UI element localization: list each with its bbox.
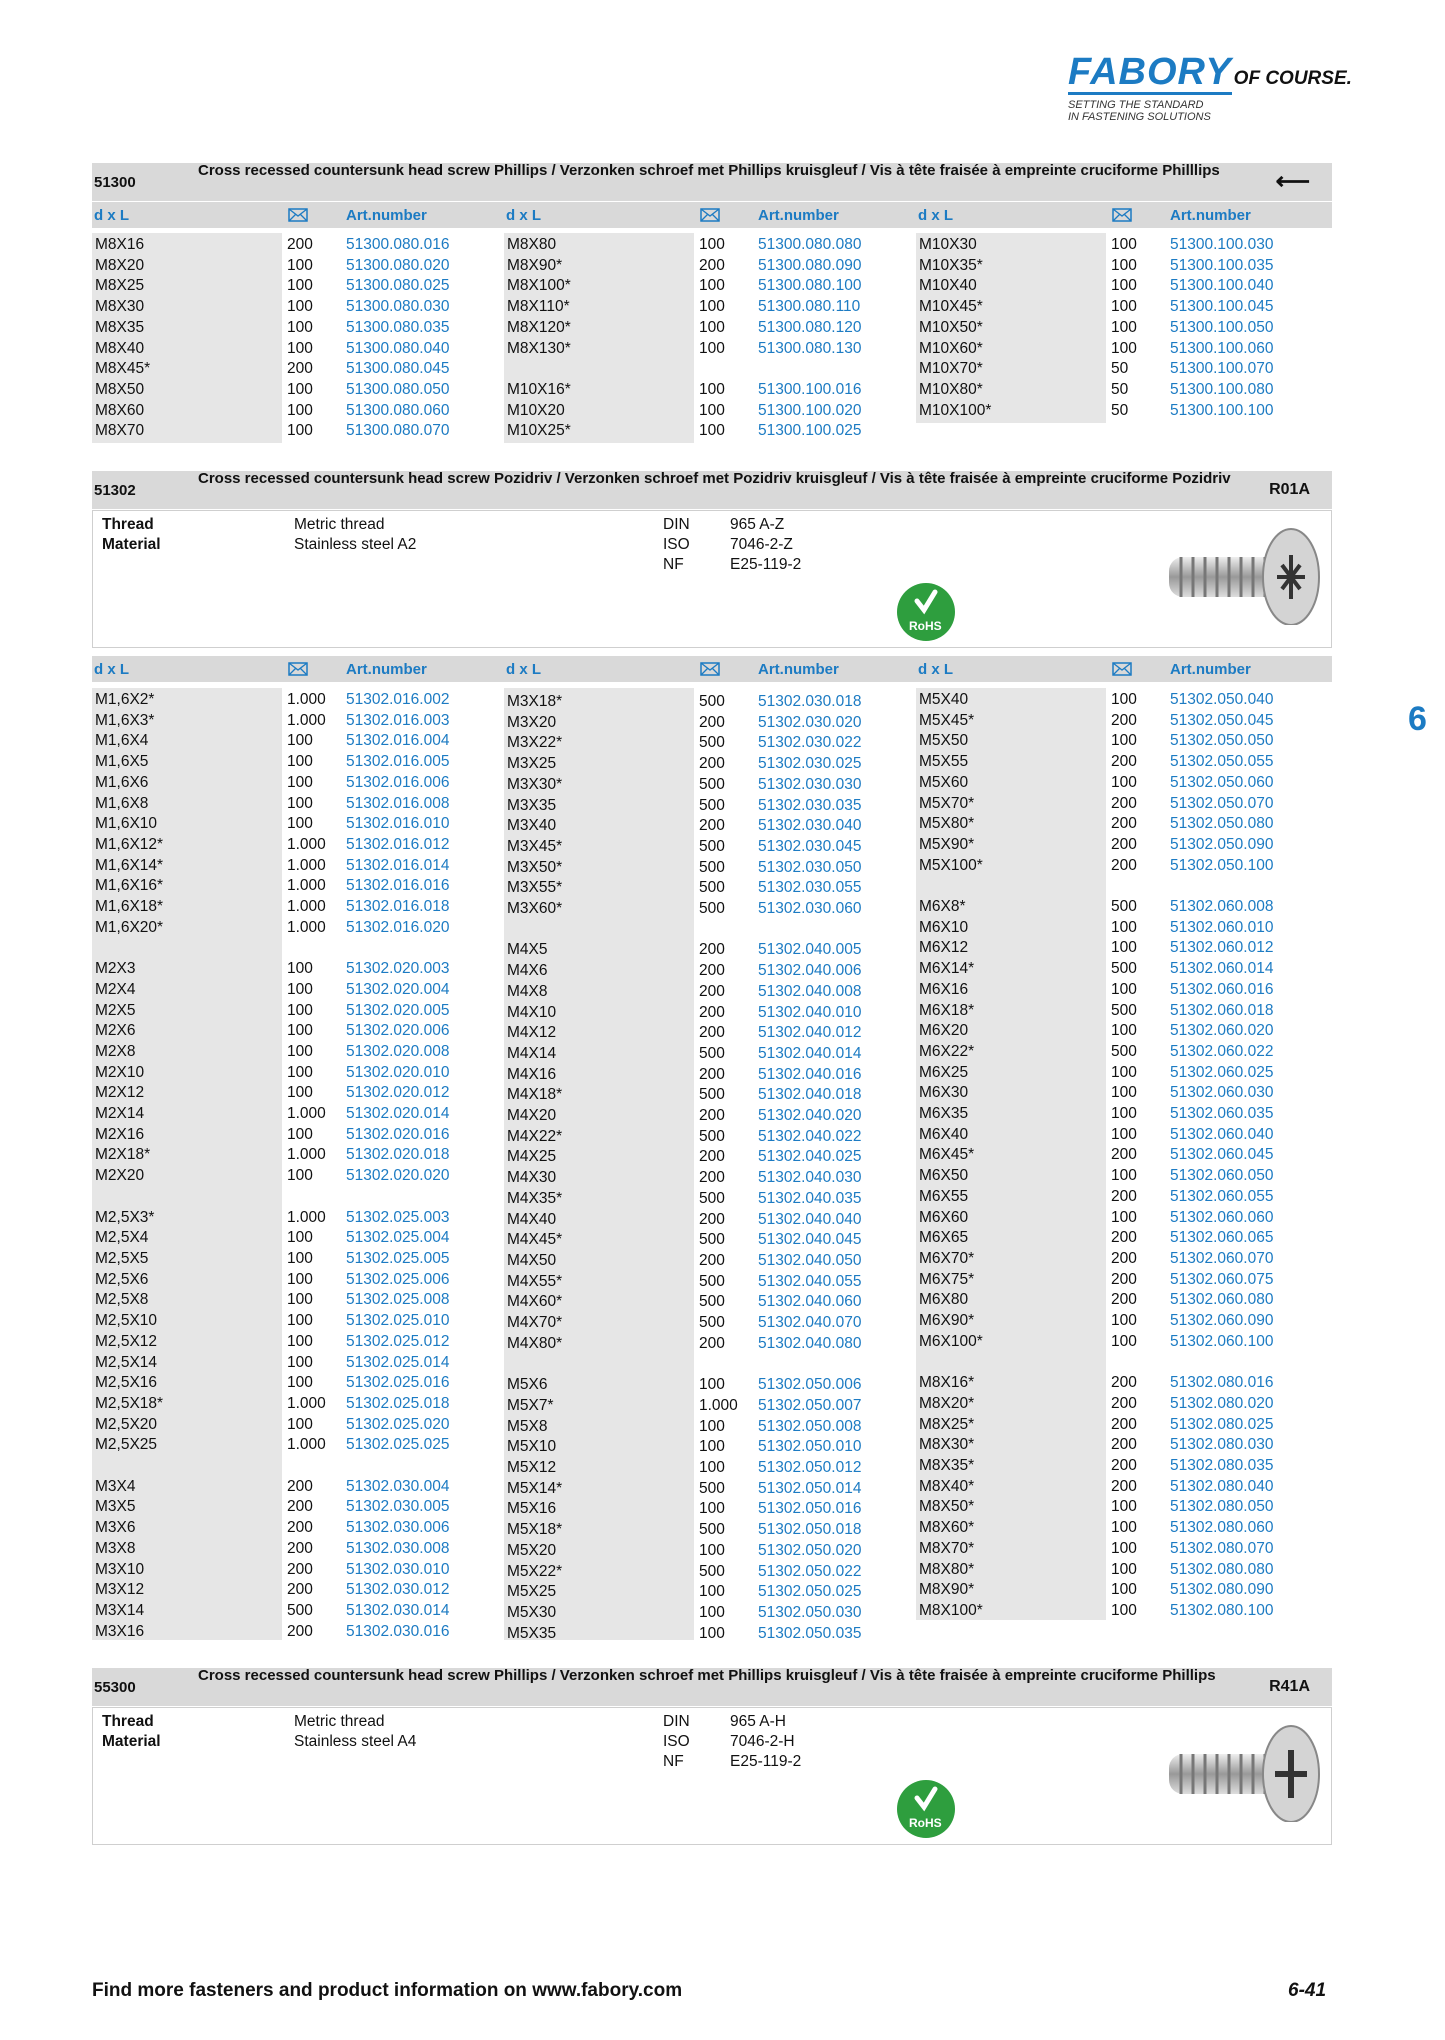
spec-value-thread: Metric thread	[294, 516, 385, 533]
dimension-column: M1,6X2* M1,6X3* M1,6X4 M1,6X5 M1,6X6 M1,6X8 M1,6X10 M1,6X12* M1,6X14* M1,6X16* M1,6X18* M1,6X20* M2X3 M2X4 M2X5 M2X6 M2X8 M2X10 M2X12 M2X14 M2X16 M2X18* M2X20 M2,5X3* M2,5X4 M2,5X5 M2,5X6 M2,5X8 M2,5X10 M2,5X12 M2,5X14 M2,5X16 M2,5X18* M2,5X20 M2,5X25 M3X4 M3X5 M3X6 M3X8 M3X10 M3X12 M3X14 M3X16	[95, 691, 164, 1640]
section-header-55300	[92, 1668, 1332, 1706]
spec-label-thread: Thread	[102, 516, 154, 533]
envelope-icon	[700, 208, 720, 222]
standard-din-value: 965 A-Z	[730, 516, 785, 533]
section-title: Cross recessed countersunk head screw Phillips / Verzonken schroef met Phillips kruisgleuf / Vis à tête fraisée à empreinte cruciforme Philllips	[198, 162, 1220, 179]
logo-brand: FABORY	[1068, 51, 1232, 93]
standard-iso: ISO	[663, 536, 690, 553]
standard-nf: NF	[663, 1753, 684, 1770]
artnumber-column[interactable]: 51302.030.018 51302.030.020 51302.030.022 51302.030.025 51302.030.030 51302.030.035 51302.030.040 51302.030.045 51302.030.050 51302.030.055 51302.030.060 51302.040.005 51302.040.006 51302.040.008 51302.040.010 51302.040.012 51302.040.014 51302.040.016 51302.040.018 51302.040.020 51302.040.022 51302.040.025 51302.040.030 51302.040.035 51302.040.040 51302.040.045 51302.040.050 51302.040.055 51302.040.060 51302.040.070 51302.040.080 51302.050.006 51302.050.007 51302.050.008 51302.050.010 51302.050.012 51302.050.014 51302.050.016 51302.050.018 51302.050.020 51302.050.022 51302.050.025 51302.050.030 51302.050.035	[758, 693, 862, 1642]
envelope-icon	[1112, 208, 1132, 222]
artnumber-column[interactable]: 51302.016.002 51302.016.003 51302.016.004 51302.016.005 51302.016.006 51302.016.008 51302.016.010 51302.016.012 51302.016.014 51302.016.016 51302.016.018 51302.016.020 51302.020.003 51302.020.004 51302.020.005 51302.020.006 51302.020.008 51302.020.010 51302.020.012 51302.020.014 51302.020.016 51302.020.018 51302.020.020 51302.025.003 51302.025.004 51302.025.005 51302.025.006 51302.025.008 51302.025.010 51302.025.012 51302.025.014 51302.025.016 51302.025.018 51302.025.020 51302.025.025 51302.030.004 51302.030.005 51302.030.006 51302.030.008 51302.030.010 51302.030.012 51302.030.014 51302.030.016	[346, 691, 450, 1640]
artnumber-column[interactable]: 51300.080.080 51300.080.090 51300.080.100 51300.080.110 51300.080.120 51300.080.130 51300.100.016 51300.100.020 51300.100.025	[758, 236, 862, 440]
col-dxl: d x L	[94, 207, 130, 224]
standard-din: DIN	[663, 516, 690, 533]
col-art: Art.number	[758, 661, 839, 678]
rohs-badge	[897, 583, 955, 641]
standard-nf-value: E25-119-2	[730, 556, 802, 573]
artnumber-column[interactable]: 51300.080.016 51300.080.020 51300.080.025 51300.080.030 51300.080.035 51300.080.040 51300.080.045 51300.080.050 51300.080.060 51300.080.070	[346, 236, 450, 440]
envelope-icon	[288, 208, 308, 222]
spec-label-material: Material	[102, 536, 161, 553]
section-ref: R01A	[1269, 481, 1310, 498]
quantity-column: 500 200 500 200 500 500 200 500 500 500 500 200 200 200 200 200 500 200 500 200 500 200 200 500 200 500 200 500 500 500 200 100 1.000 100 100 100 500 100 500 100 500 100 100 100	[699, 693, 738, 1642]
quantity-column: 1.000 1.000 100 100 100 100 100 1.000 1.000 1.000 1.000 1.000 100 100 100 100 100 100 100 1.000 100 1.000 100 1.000 100 100 100 100 100 100 100 100 1.000 100 1.000 200 200 200 200 200 200 500 200	[287, 691, 326, 1640]
dimension-column: M8X16 M8X20 M8X25 M8X30 M8X35 M8X40 M8X45* M8X50 M8X60 M8X70	[95, 236, 151, 440]
section-header-51300	[92, 163, 1332, 201]
col-art: Art.number	[346, 207, 427, 224]
standard-iso-value: 7046-2-Z	[730, 536, 793, 553]
rohs-label: RoHS	[909, 619, 942, 633]
section-code: 51300	[94, 174, 136, 191]
standard-iso-value: 7046-2-H	[730, 1733, 795, 1750]
page-number: 6-41	[1288, 1980, 1327, 2001]
quantity-column: 200 100 100 100 100 100 200 100 100 100	[287, 236, 313, 440]
spec-label-material: Material	[102, 1733, 161, 1750]
standard-iso: ISO	[663, 1733, 690, 1750]
spec-box-51302	[92, 510, 1332, 648]
logo-tagline-1: SETTING THE STANDARD	[1068, 99, 1204, 111]
section-title: Cross recessed countersunk head screw Phillips / Verzonken schroef met Phillips kruisgleuf / Vis à tête fraisée à empreinte cruciforme Phillips	[198, 1667, 1216, 1684]
section-code: 51302	[94, 482, 136, 499]
col-dxl: d x L	[918, 207, 954, 224]
rohs-badge	[897, 1780, 955, 1838]
standard-nf-value: E25-119-2	[730, 1753, 802, 1770]
col-dxl: d x L	[918, 661, 954, 678]
spec-label-thread: Thread	[102, 1713, 154, 1730]
fabory-logo	[1068, 52, 1368, 123]
col-dxl: d x L	[506, 207, 542, 224]
standard-din-value: 965 A-H	[730, 1713, 787, 1730]
footer-text: Find more fasteners and product information on www.fabory.com	[92, 1980, 683, 2001]
spec-value-material: Stainless steel A4	[294, 1733, 417, 1750]
col-art: Art.number	[1170, 661, 1251, 678]
chapter-tab[interactable]: 6	[1408, 700, 1427, 738]
logo-tagline-2: IN FASTENING SOLUTIONS	[1068, 111, 1211, 123]
spec-value-thread: Metric thread	[294, 1713, 385, 1730]
rohs-label: RoHS	[909, 1816, 942, 1830]
checkmark-icon	[914, 1786, 938, 1812]
artnumber-column[interactable]: 51302.050.040 51302.050.045 51302.050.050 51302.050.055 51302.050.060 51302.050.070 51302.050.080 51302.050.090 51302.050.100 51302.060.008 51302.060.010 51302.060.012 51302.060.014 51302.060.016 51302.060.018 51302.060.020 51302.060.022 51302.060.025 51302.060.030 51302.060.035 51302.060.040 51302.060.045 51302.060.050 51302.060.055 51302.060.060 51302.060.065 51302.060.070 51302.060.075 51302.060.080 51302.060.090 51302.060.100 51302.080.016 51302.080.020 51302.080.025 51302.080.030 51302.080.035 51302.080.040 51302.080.050 51302.080.060 51302.080.070 51302.080.080 51302.080.090 51302.080.100	[1170, 691, 1274, 1619]
logo-slogan: OF COURSE.	[1233, 68, 1352, 89]
section-title: Cross recessed countersunk head screw Pozidriv / Verzonken schroef met Pozidriv kruisgleuf / Vis à tête fraisée à empreinte cruciforme Pozidriv	[198, 470, 1231, 487]
artnumber-column[interactable]: 51300.100.030 51300.100.035 51300.100.040 51300.100.045 51300.100.050 51300.100.060 51300.100.070 51300.100.080 51300.100.100	[1170, 236, 1274, 419]
col-art: Art.number	[346, 661, 427, 678]
section-code: 55300	[94, 1679, 136, 1696]
quantity-column: 100 100 100 100 100 100 50 50 50	[1111, 236, 1137, 419]
col-art: Art.number	[1170, 207, 1251, 224]
col-art: Art.number	[758, 207, 839, 224]
section-header-51302	[92, 471, 1332, 509]
envelope-icon	[288, 662, 308, 676]
arrow-left-icon[interactable]: ⟵	[1275, 168, 1310, 195]
pozidriv-screw-icon	[1163, 525, 1323, 625]
envelope-icon	[1112, 662, 1132, 676]
col-dxl: d x L	[506, 661, 542, 678]
envelope-icon	[700, 662, 720, 676]
section-ref: R41A	[1269, 1678, 1310, 1695]
phillips-screw-icon	[1163, 1722, 1323, 1822]
dimension-column: M3X18* M3X20 M3X22* M3X25 M3X30* M3X35 M3X40 M3X45* M3X50* M3X55* M3X60* M4X5 M4X6 M4X8 M4X10 M4X12 M4X14 M4X16 M4X18* M4X20 M4X22* M4X25 M4X30 M4X35* M4X40 M4X45* M4X50 M4X55* M4X60* M4X70* M4X80* M5X6 M5X7* M5X8 M5X10 M5X12 M5X14* M5X16 M5X18* M5X20 M5X22* M5X25 M5X30 M5X35	[507, 693, 563, 1642]
checkmark-icon	[914, 589, 938, 615]
spec-box-55300	[92, 1707, 1332, 1845]
dimension-column: M8X80 M8X90* M8X100* M8X110* M8X120* M8X130* M10X16* M10X20 M10X25*	[507, 236, 571, 440]
dimension-column: M10X30 M10X35* M10X40 M10X45* M10X50* M10X60* M10X70* M10X80* M10X100*	[919, 236, 992, 419]
column-header-51300	[92, 202, 1332, 228]
standard-nf: NF	[663, 556, 684, 573]
dimension-column: M5X40 M5X45* M5X50 M5X55 M5X60 M5X70* M5X80* M5X90* M5X100* M6X8* M6X10 M6X12 M6X14* M6X16 M6X18* M6X20 M6X22* M6X25 M6X30 M6X35 M6X40 M6X45* M6X50 M6X55 M6X60 M6X65 M6X70* M6X75* M6X80 M6X90* M6X100* M8X16* M8X20* M8X25* M8X30* M8X35* M8X40* M8X50* M8X60* M8X70* M8X80* M8X90* M8X100*	[919, 691, 983, 1619]
col-dxl: d x L	[94, 661, 130, 678]
quantity-column: 100 200 100 100 100 100 100 100 100	[699, 236, 725, 440]
spec-value-material: Stainless steel A2	[294, 536, 417, 553]
column-header-51302	[92, 656, 1332, 682]
quantity-column: 100 200 100 200 100 200 200 200 200 500 100 100 500 100 500 100 500 100 100 100 100 200 100 200 100 200 200 200 200 100 100 200 200 200 200 200 200 100 100 100 100 100 100	[1111, 691, 1137, 1619]
standard-din: DIN	[663, 1713, 690, 1730]
